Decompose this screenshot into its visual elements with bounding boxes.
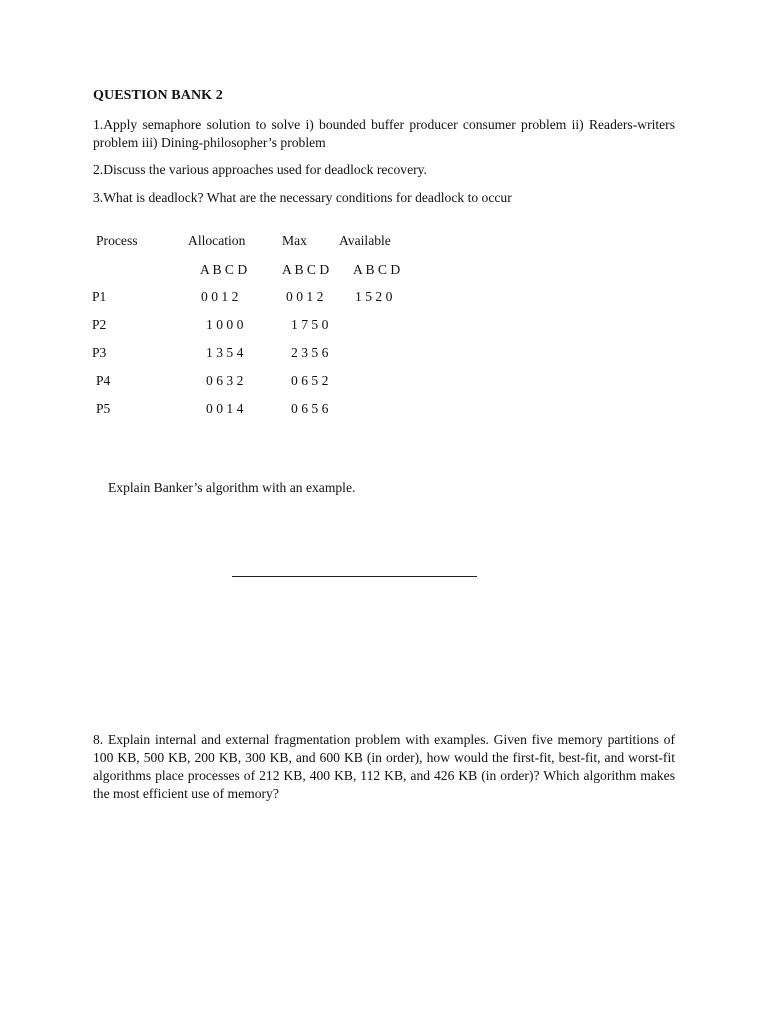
row-p1-max: 0 0 1 2 — [286, 289, 324, 304]
row-p5-process: P5 — [96, 401, 111, 416]
header-allocation: Allocation — [188, 233, 246, 248]
subheader-allocation: A B C D — [200, 262, 248, 277]
row-p3-process: P3 — [92, 345, 107, 360]
row-p4-process: P4 — [96, 373, 111, 388]
subheader-available: A B C D — [353, 262, 401, 277]
bankers-algorithm-prompt: Explain Banker’s algorithm with an example. — [108, 480, 356, 495]
row-p4-allocation: 0 6 3 2 — [206, 373, 244, 388]
row-p1-available: 1 5 2 0 — [355, 289, 393, 304]
row-p1-process: P1 — [92, 289, 107, 304]
row-p4-max: 0 6 5 2 — [291, 373, 329, 388]
header-max: Max — [282, 233, 307, 248]
row-p3-allocation: 1 3 5 4 — [206, 345, 244, 360]
header-available: Available — [339, 233, 391, 248]
question-1: 1.Apply semaphore solution to solve i) bounded buffer producer consumer problem ii) Readers-writers problem iii) Dining-philosopher’s problem — [93, 117, 675, 150]
row-p2-max: 1 7 5 0 — [291, 317, 329, 332]
row-p2-allocation: 1 0 0 0 — [206, 317, 244, 332]
question-3: 3.What is deadlock? What are the necessary conditions for deadlock to occur — [93, 190, 512, 205]
page-title: QUESTION BANK 2 — [93, 88, 223, 103]
answer-divider-line — [232, 576, 477, 577]
row-p5-allocation: 0 0 1 4 — [206, 401, 244, 416]
row-p3-max: 2 3 5 6 — [291, 345, 329, 360]
header-process: Process — [96, 233, 138, 248]
question-8: 8. Explain internal and external fragmentation problem with examples. Given five memory partitions of 100 KB, 500 KB, 200 KB, 300 KB, and 600 KB (in order), how would the first-fit, best-fit, and worst-fit algorithms place processes of 212 KB, 400 KB, 112 KB, and 426 KB (in order)? Which algorithm makes the most efficient use of memory? — [93, 732, 675, 801]
question-2: 2.Discuss the various approaches used for deadlock recovery. — [93, 162, 427, 177]
row-p5-max: 0 6 5 6 — [291, 401, 329, 416]
subheader-max: A B C D — [282, 262, 330, 277]
row-p1-allocation: 0 0 1 2 — [201, 289, 239, 304]
row-p2-process: P2 — [92, 317, 107, 332]
